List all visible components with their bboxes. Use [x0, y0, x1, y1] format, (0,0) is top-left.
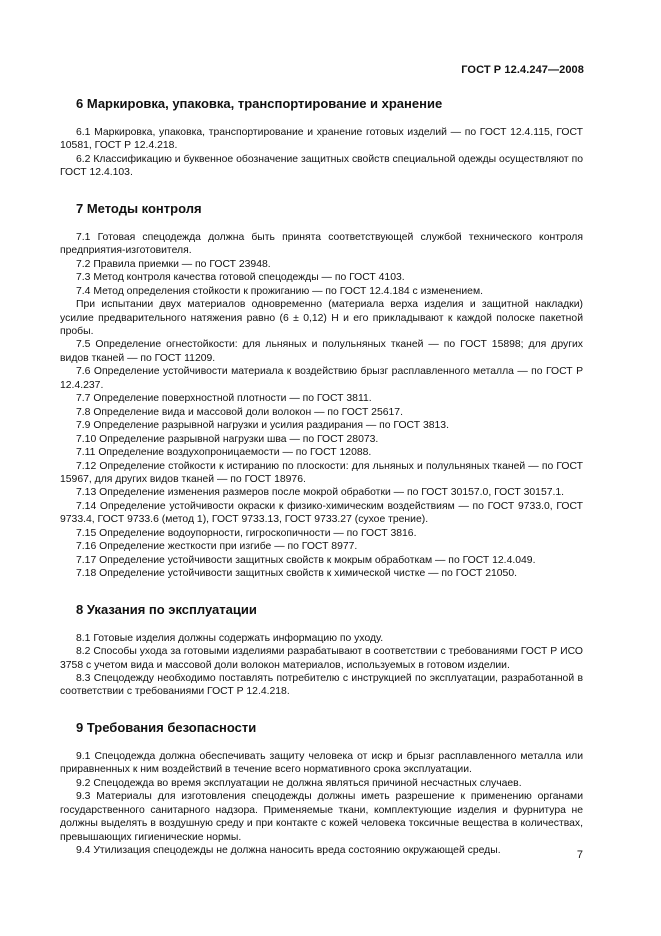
paragraph: 7.8 Определение вида и массовой доли волокон — по ГОСТ 25617.	[76, 406, 403, 418]
section-heading-7: 7 Методы контроля	[76, 200, 202, 216]
paragraph: 7.15 Определение водоупорности, гигроскопичности — по ГОСТ 3816.	[76, 527, 417, 539]
document-body	[60, 90, 583, 857]
paragraph: 9.2 Спецодежда во время эксплуатации не должна являться причиной несчастных случаев.	[76, 777, 522, 789]
paragraph: 7.5 Определение огнестойкости: для льняных и полульняных тканей — по ГОСТ 15898; для других видов тканей — по ГОСТ 11209.	[60, 339, 583, 364]
section-heading-9: 9 Требования безопасности	[76, 719, 257, 735]
paragraph: 7.12 Определение стойкости к истиранию по плоскости: для льняных и полульняных тканей — по ГОСТ 15967, для других видов тканей — по ГОСТ 18976.	[60, 460, 583, 485]
paragraph: 7.17 Определение устойчивости защитных свойств к мокрым обработкам — по ГОСТ 12.4.049.	[76, 554, 536, 566]
paragraph: 6.1 Маркировка, упаковка, транспортирование и хранение готовых изделий — по ГОСТ 12.4.115, ГОСТ 10581, ГОСТ Р 12.4.218.	[60, 127, 583, 152]
paragraph: 7.2 Правила приемки — по ГОСТ 23948.	[76, 258, 271, 270]
page-number: 7	[576, 849, 583, 861]
paragraph: 8.1 Готовые изделия должны содержать информацию по уходу.	[76, 632, 384, 644]
section-7-body	[60, 231, 583, 581]
paragraph: 7.14 Определение устойчивости окраски к физико-химическим воздействиям — по ГОСТ 9733.0, ГОСТ 9733.4, ГОСТ 9733.6 (метод 1), ГОСТ 9733.13, ГОСТ 9733.27 (сухое трение).	[60, 500, 583, 526]
paragraph: 7.18 Определение устойчивости защитных свойств к химической чистке — по ГОСТ 21050.	[76, 568, 517, 580]
paragraph: 7.3 Метод контроля качества готовой спецодежды — по ГОСТ 4103.	[76, 272, 405, 284]
section-8-body	[60, 632, 583, 699]
paragraph: При испытании двух материалов одновременно (материала верха изделия и защитной накладки) усилие предварительного натяжения равно (6 ± 0,12) Н и его прикладывают к каждой полоске пакетной пробы.	[60, 299, 583, 337]
paragraph: 7.13 Определение изменения размеров после мокрой обработки — по ГОСТ 30157.0, ГОСТ 30157.1.	[76, 487, 565, 499]
paragraph: 7.1 Готовая спецодежда должна быть принята соответствующей службой технического контроля предприятия-изготовителя.	[60, 231, 583, 257]
section-6-body	[60, 126, 583, 180]
paragraph: 7.10 Определение разрывной нагрузки шва — по ГОСТ 28073.	[76, 433, 379, 445]
paragraph: 9.1 Спецодежда должна обеспечивать защиту человека от искр и брызг расплавленного металла или приравненных к ним воздействий в течение всего нормативного срока эксплуатации.	[60, 750, 583, 776]
section-9-body	[60, 750, 583, 858]
paragraph: 9.4 Утилизация спецодежды не должна наносить вреда состоянию окружающей среды.	[76, 845, 501, 857]
paragraph: 9.3 Материалы для изготовления спецодежды должны иметь разрешение к применению органами государственного санитарного надзора. Применяемые ткани, комплектующие изделия и фурнитура не должны выделять в воздушную среду и при контакте с кожей человека токсичные вещества в количествах, превышающих гигиенические нормы.	[60, 791, 583, 843]
paragraph: 8.3 Спецодежду необходимо поставлять потребителю с инструкцией по эксплуатации, разработанной в соответствии с требованиями ГОСТ Р 12.4.218.	[60, 672, 583, 698]
paragraph: 7.9 Определение разрывной нагрузки и усилия раздирания — по ГОСТ 3813.	[76, 420, 449, 432]
document-code: ГОСТ Р 12.4.247—2008	[461, 64, 584, 76]
section-heading-6: 6 Маркировка, упаковка, транспортирование и хранение	[76, 96, 443, 111]
section-heading-8: 8 Указания по эксплуатации	[76, 601, 257, 617]
paragraph: 7.11 Определение воздухопроницаемости — по ГОСТ 12088.	[76, 447, 372, 459]
paragraph: 7.4 Метод определения стойкости к прожиганию — по ГОСТ 12.4.184 с изменением.	[76, 285, 483, 297]
paragraph: 7.16 Определение жесткости при изгибе — по ГОСТ 8977.	[76, 541, 358, 553]
paragraph: 6.2 Классификацию и буквенное обозначение защитных свойств специальной одежды осуществляют по ГОСТ 12.4.103.	[60, 153, 583, 179]
paragraph: 8.2 Способы ухода за готовыми изделиями разрабатывают в соответствии с требованиями ГОСТ Р ИСО 3758 с учетом вида и массовой доли волокон материалов, используемых в готовом изделии.	[60, 646, 583, 671]
paragraph: 7.7 Определение поверхностной плотности — по ГОСТ 3811.	[76, 393, 372, 405]
paragraph: 7.6 Определение устойчивости материала к воздействию брызг расплавленного металла — по ГОСТ Р 12.4.237.	[60, 366, 583, 391]
